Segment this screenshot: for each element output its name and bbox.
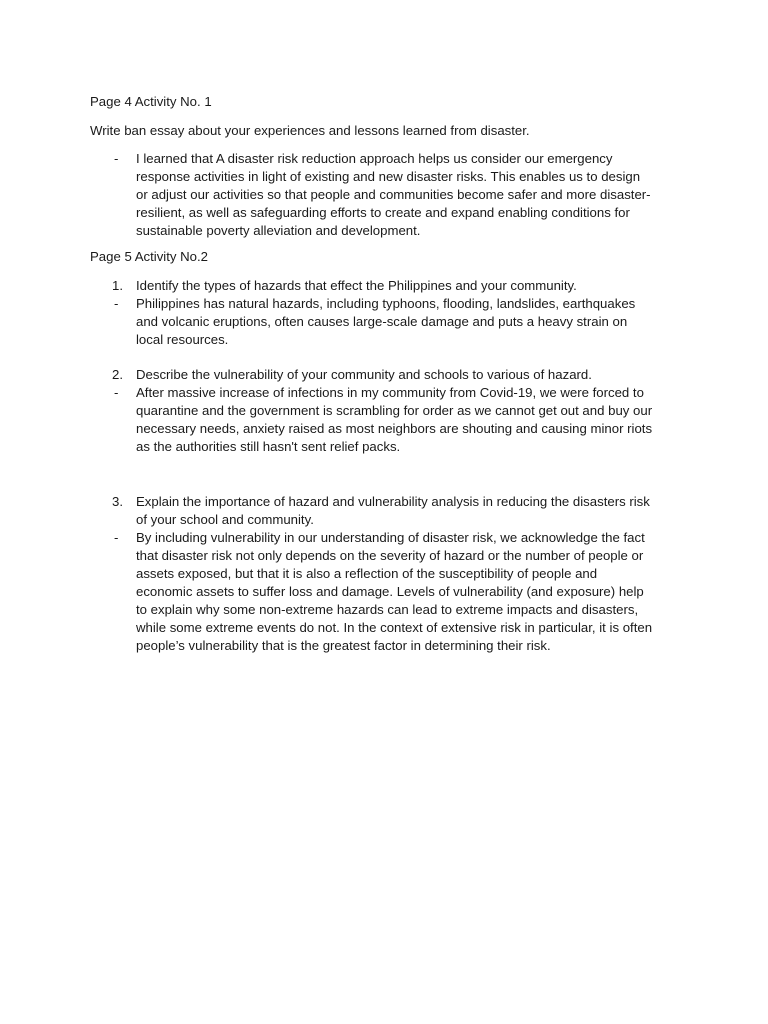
answer-line: assets exposed, but that it is also a reflection of the susceptibility of people and <box>136 566 598 581</box>
activity1-heading: Page 4 Activity No. 1 <box>90 94 212 109</box>
answer-line: people’s vulnerability that is the greatest factor in determining their risk. <box>136 638 551 653</box>
answer-line: local resources. <box>136 332 229 347</box>
answer-line: sustainable poverty alleviation and development. <box>136 223 421 238</box>
answer-line: and volcanic eruptions, often causes large-scale damage and puts a heavy strain on <box>136 314 628 329</box>
question-line: Identify the types of hazards that effect the Philippines and your community. <box>136 278 577 293</box>
answer-line: response activities in light of existing and new disaster risks. This enables us to design <box>136 169 641 184</box>
bullet-dash: - <box>114 296 119 311</box>
answer-line: quarantine and the government is scrambling for order as we cannot get out and buy our <box>136 403 653 418</box>
answer-text <box>136 529 666 655</box>
answer-line: I learned that A disaster risk reduction approach helps us consider our emergency <box>136 151 613 166</box>
activity1-prompt: Write ban essay about your experiences and lessons learned from disaster. <box>90 123 530 138</box>
question-text <box>136 366 666 384</box>
answer-text <box>136 384 666 456</box>
question-line: Explain the importance of hazard and vulnerability analysis in reducing the disasters risk <box>136 494 650 509</box>
bullet-dash: - <box>114 385 119 400</box>
bullet-dash: - <box>114 151 119 166</box>
answer-line: necessary needs, anxiety raised as most neighbors are shouting and causing minor riots <box>136 421 653 436</box>
answer-line: to explain why some non-extreme hazards can lead to extreme impacts and disasters, <box>136 602 639 617</box>
answer-text <box>136 295 666 349</box>
answer-line: After massive increase of infections in my community from Covid-19, we were forced to <box>136 385 644 400</box>
bullet-dash: - <box>114 530 119 545</box>
list-number: 3. <box>112 494 123 509</box>
answer-line: that disaster risk not only depends on the severity of hazard or the number of people or <box>136 548 644 563</box>
answer-line: By including vulnerability in our understanding of disaster risk, we acknowledge the fact <box>136 530 645 545</box>
activity2-heading: Page 5 Activity No.2 <box>90 249 209 264</box>
answer-line: Philippines has natural hazards, including typhoons, flooding, landslides, earthquakes <box>136 296 636 311</box>
answer-line: resilient, as well as safeguarding efforts to create and expand enabling conditions for <box>136 205 630 220</box>
question-text <box>136 493 666 529</box>
list-number: 1. <box>112 278 123 293</box>
answer-line: while some extreme events do not. In the context of extensive risk in particular, it is often <box>136 620 653 635</box>
answer-line: economic assets to suffer loss and damage. Levels of vulnerability (and exposure) help <box>136 584 644 599</box>
question-line: Describe the vulnerability of your community and schools to various of hazard. <box>136 367 592 382</box>
question-line: of your school and community. <box>136 512 314 527</box>
question-text <box>136 277 666 295</box>
answer-line: as the authorities still hasn't sent relief packs. <box>136 439 401 454</box>
answer-line: or adjust our activities so that people and communities become safer and more disaster- <box>136 187 651 202</box>
list-number: 2. <box>112 367 123 382</box>
answer-text <box>136 150 666 240</box>
